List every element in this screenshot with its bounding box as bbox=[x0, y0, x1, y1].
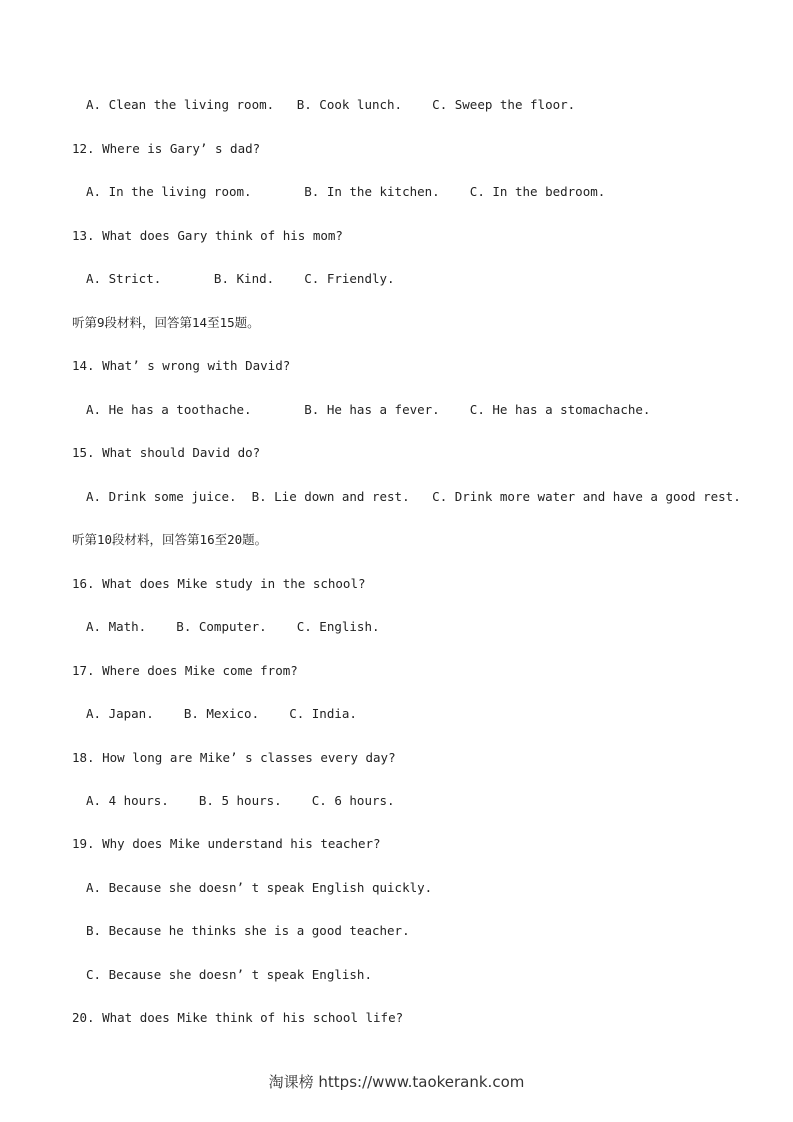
question-16: 16. What does Mike study in the school? bbox=[72, 576, 366, 591]
option-line-q18: A. 4 hours. B. 5 hours. C. 6 hours. bbox=[86, 793, 395, 808]
question-13: 13. What does Gary think of his mom? bbox=[72, 228, 343, 243]
question-15: 15. What should David do? bbox=[72, 445, 261, 460]
footer-watermark: 淘课榜 https://www.taokerank.com bbox=[268, 1073, 525, 1091]
option-q19-a: A. Because she doesn’ t speak English quickly. bbox=[86, 880, 433, 895]
option-q19-b: B. Because he thinks she is a good teacher. bbox=[86, 923, 410, 938]
question-12: 12. Where is Gary’ s dad? bbox=[72, 141, 261, 156]
question-17: 17. Where does Mike come from? bbox=[72, 663, 298, 678]
option-line-q14: A. He has a toothache. B. He has a fever. C. He has a stomachache. bbox=[86, 402, 651, 417]
option-line-q12: A. In the living room. B. In the kitchen. C. In the bedroom. bbox=[86, 184, 606, 199]
question-20: 20. What does Mike think of his school life? bbox=[72, 1010, 404, 1025]
option-line-q17: A. Japan. B. Mexico. C. India. bbox=[86, 706, 357, 721]
question-14: 14. What’ s wrong with David? bbox=[72, 358, 291, 373]
option-line-q13: A. Strict. B. Kind. C. Friendly. bbox=[86, 271, 395, 286]
section-instruction-10: 听第10段材料，回答第16至20题。 bbox=[72, 532, 268, 547]
option-line-q16: A. Math. B. Computer. C. English. bbox=[86, 619, 380, 634]
option-q19-c: C. Because she doesn’ t speak English. bbox=[86, 967, 372, 982]
question-18: 18. How long are Mike’ s classes every day? bbox=[72, 750, 396, 765]
option-line-q15: A. Drink some juice. B. Lie down and rest. C. Drink more water and have a good rest. bbox=[86, 489, 741, 504]
question-19: 19. Why does Mike understand his teacher? bbox=[72, 836, 381, 851]
section-instruction-9: 听第9段材料，回答第14至15题。 bbox=[72, 315, 260, 330]
option-line-q11: A. Clean the living room. B. Cook lunch. C. Sweep the floor. bbox=[86, 97, 576, 112]
